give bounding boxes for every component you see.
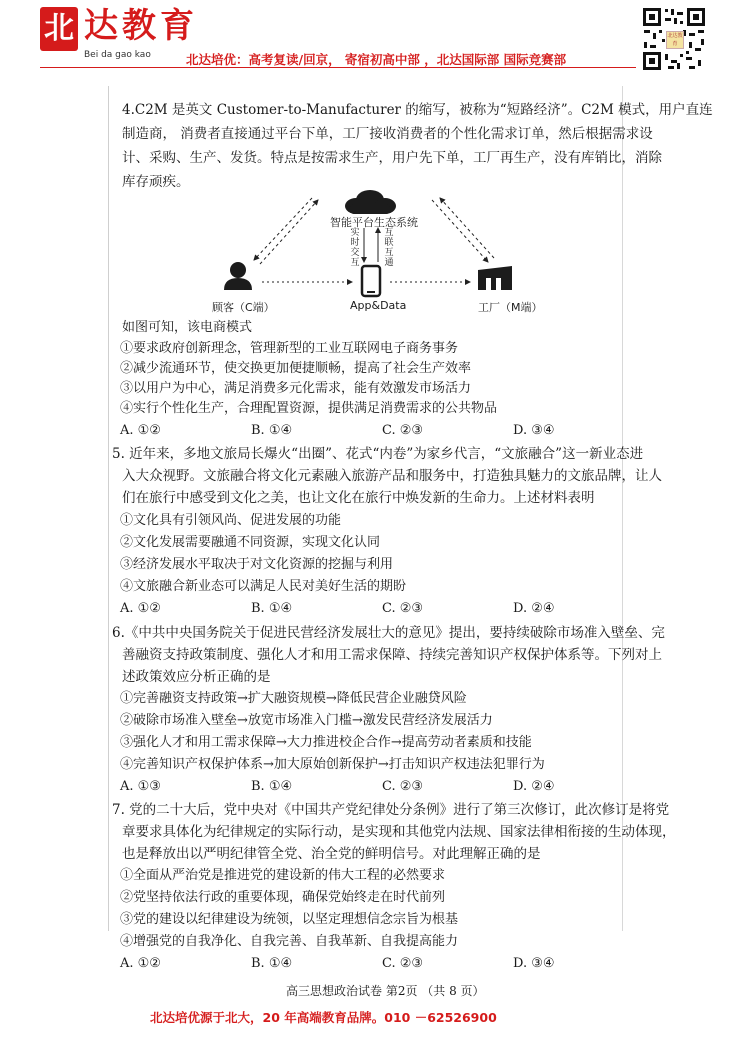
diagram-customer-label: 顾客（C端） bbox=[212, 301, 275, 314]
q4-option-1: ①要求政府创新理念，管理新型的工业互联网电子商务事务 bbox=[120, 341, 459, 356]
diagram-platform-label: 智能平台生态系统 bbox=[330, 216, 418, 229]
diagram-factory-label: 工厂（M端） bbox=[478, 301, 543, 314]
q6-answer-b: B. ①④ bbox=[251, 779, 293, 794]
logo-mark: 北 bbox=[40, 7, 78, 51]
q7-answer-c: C. ②③ bbox=[382, 956, 424, 971]
q5-option-2: ②文化发展需要融通不同资源，实现文化认同 bbox=[120, 535, 381, 550]
q7-option-1: ①全面从严治党是推进党的建设新的伟大工程的必然要求 bbox=[120, 868, 446, 883]
q4-option-2: ②减少流通环节，使交换更加便捷顺畅，提高了社会生产效率 bbox=[120, 361, 472, 376]
q5-option-3: ③经济发展水平取决于对文化资源的挖掘与利用 bbox=[120, 557, 394, 572]
q6-stem-line-2: 善融资支持政策制度、强化人才和用工需求保障、持续完善知识产权保护体系等。下列对上 bbox=[122, 647, 662, 663]
q4-answer-a: A. ①② bbox=[120, 423, 161, 438]
person-icon bbox=[224, 262, 252, 290]
q6-answer-a: A. ①③ bbox=[120, 779, 161, 794]
phone-icon bbox=[362, 266, 380, 296]
factory-icon bbox=[478, 266, 512, 290]
q6-option-4: ④完善知识产权保护体系→加大原始创新保护→打击知识产权违法犯罪行为 bbox=[120, 757, 545, 772]
q7-option-4: ④增强党的自我净化、自我完善、自我革新、自我提高能力 bbox=[120, 934, 459, 949]
logo-text: 达教育 bbox=[84, 6, 198, 46]
q5-stem-line-2: 入大众视野。文旅融合将文化元素融入旅游产品和服务中，打造独具魅力的文旅品牌，让人 bbox=[122, 468, 662, 484]
q7-stem-line-1: 7. 党的二十大后，党中央对《中国共产党纪律处分条例》进行了第三次修订，此次修订是将党 bbox=[112, 802, 670, 818]
q6-answer-d: D. ②④ bbox=[513, 779, 555, 794]
q5-answer-a: A. ①② bbox=[120, 601, 161, 616]
q6-option-3: ③强化人才和用工需求保障→大力推进校企合作→提高劳动者素质和技能 bbox=[120, 735, 532, 750]
q4-stem-line-1: 4.C2M 是英文 Customer-to-Manufacturer 的缩写，被称为“短路经济”。C2M 模式，用户直连 bbox=[122, 102, 713, 118]
q5-answer-c: C. ②③ bbox=[382, 601, 424, 616]
q4-option-4: ④实行个性化生产，合理配置资源，提供满足消费需求的公共物品 bbox=[120, 401, 498, 416]
q7-answer-a: A. ①② bbox=[120, 956, 161, 971]
q5-option-4: ④文旅融合新业态可以满足人民对美好生活的期盼 bbox=[120, 579, 407, 594]
q4-answer-d: D. ③④ bbox=[513, 423, 555, 438]
q7-option-2: ②党坚持依法行政的重要体现，确保党始终走在时代前列 bbox=[120, 890, 446, 905]
diagram-left-vertical-label: 实时交互 bbox=[350, 228, 360, 268]
bottom-banner: 北达培优源于北大，20 年高端教育品牌。010 －62526900 bbox=[150, 1010, 497, 1025]
q4-stem-line-4: 库存顽疾。 bbox=[122, 174, 190, 190]
page-footer: 高三思想政治试卷 第2页 （共 8 页） bbox=[286, 984, 485, 998]
q6-option-1: ①完善融资支持政策→扩大融资规模→降低民营企业融贷风险 bbox=[120, 691, 467, 706]
cloud-icon bbox=[345, 190, 396, 214]
q5-answer-b: B. ①④ bbox=[251, 601, 293, 616]
q7-stem-line-3: 也是释放出以严明纪律管全党、治全党的鲜明信号。对此理解正确的是 bbox=[122, 846, 541, 862]
scan-edge-left bbox=[108, 86, 109, 931]
logo-pinyin: Bei da gao kao bbox=[84, 50, 151, 60]
header-slogan: 北达培优：高考复读/回京， 寄宿初高中部 ，北达国际部 国际竞赛部 bbox=[186, 52, 567, 67]
header-divider bbox=[40, 67, 636, 68]
diagram-right-vertical-label: 互联互通 bbox=[384, 228, 394, 268]
q4-intro: 如图可知，该电商模式 bbox=[122, 320, 253, 335]
q4-answer-b: B. ①④ bbox=[251, 423, 293, 438]
q4-stem-line-3: 计、采购、生产、发货。特点是按需求生产，用户先下单，工厂再生产，没有库销比，消除 bbox=[122, 150, 662, 166]
q5-stem-line-3: 们在旅行中感受到文化之美，也让文化在旅行中焕发新的生命力。上述材料表明 bbox=[122, 490, 595, 506]
q7-option-3: ③党的建设以纪律建设为统领，以坚定理想信念宗旨为根基 bbox=[120, 912, 459, 927]
q6-stem-line-3: 述政策效应分析正确的是 bbox=[122, 669, 271, 685]
q5-answer-d: D. ②④ bbox=[513, 601, 555, 616]
q4-stem-line-2: 制造商， 消费者直接通过平台下单，工厂接收消费者的个性化需求订单，然后根据需求设 bbox=[122, 126, 653, 142]
q5-stem-line-1: 5. 近年来，多地文旅局长爆火“出圈”、花式“内卷”为家乡代言，“文旅融合”这一新业态进 bbox=[112, 446, 644, 462]
q4-option-3: ③以用户为中心，满足消费多元化需求，能有效激发市场活力 bbox=[120, 381, 472, 396]
q6-answer-c: C. ②③ bbox=[382, 779, 424, 794]
q4-answer-c: C. ②③ bbox=[382, 423, 424, 438]
q6-option-2: ②破除市场准入壁垒→放宽市场准入门槛→激发民营经济发展活力 bbox=[120, 713, 493, 728]
q7-answer-b: B. ①④ bbox=[251, 956, 293, 971]
qr-badge: 北达教育 bbox=[667, 33, 683, 47]
q5-option-1: ①文化具有引领风尚、促进发展的功能 bbox=[120, 513, 342, 528]
q7-stem-line-2: 章要求具体化为纪律规定的实际行动，是实现和其他党内法规、国家法律相衔接的生动体现， bbox=[122, 824, 676, 840]
diagram-app-label: App&Data bbox=[350, 299, 407, 312]
q6-stem-line-1: 6.《中共中央国务院关于促进民营经济发展壮大的意见》提出，要持续破除市场准入壁垒、完 bbox=[112, 625, 665, 641]
q7-answer-d: D. ③④ bbox=[513, 956, 555, 971]
